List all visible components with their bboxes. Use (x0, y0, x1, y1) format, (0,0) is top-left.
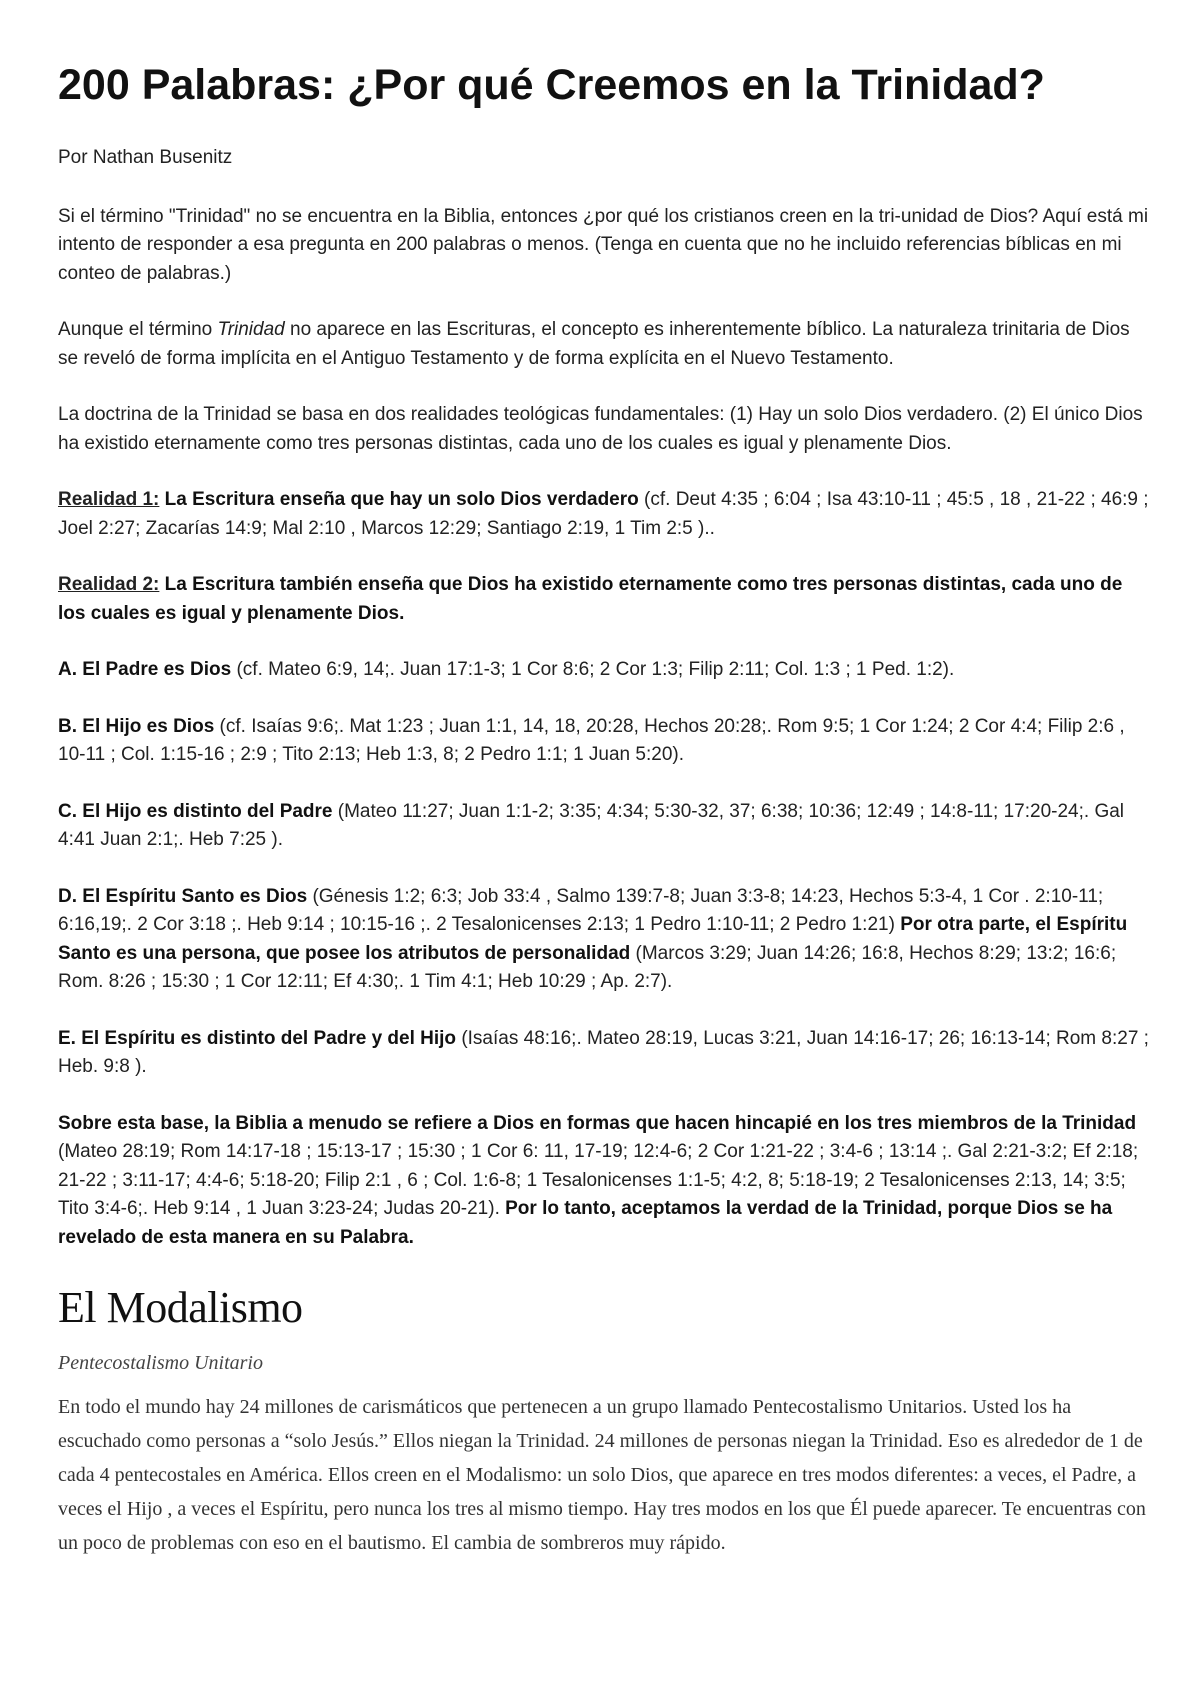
point-d-heading: D. El Espíritu Santo es Dios (58, 885, 308, 907)
point-b-refs: (cf. Isaías 9:6;. Mat 1:23 ; Juan 1:1, 14, 18, 20:28, Hechos 20:28;. Rom 9:5; 1 Cor 1:24; 2 Cor 4:4; Filip 2:6 , 10-11 ; Col. 1:15-16 ; 2:9 ; Tito 2:13; Heb 1:3, 8; 2 Pedro 1:1; 1 Juan 5:20). (58, 715, 1125, 765)
text-span: no aparece en las Escrituras, el concepto es inherentemente bíblico. La naturaleza trinitaria de Dios se reveló de forma implícita en el Antiguo Testamento y de forma explícita en el Nuevo Testamento. (58, 319, 1130, 369)
point-d-statement: Por otra parte, el Espíritu Santo es una persona, que posee los atributos de personalidad (58, 914, 1128, 964)
point-c-paragraph (58, 798, 1150, 855)
point-b-paragraph (58, 713, 1150, 770)
point-a-heading: A. El Padre es Dios (58, 659, 232, 680)
conclusion-refs: (Mateo 28:19; Rom 14:17-18 ; 15:13-17 ; 15:30 ; 1 Cor 6: 11, 17-19; 12:4-6; 2 Cor 1:21-22 ; 3:4-6 ; 13:14 ;. Gal 2:21-3:2; Ef 2:18; 21-22 ; 3:11-17; 4:4-6; 5:18-20; Filip 2:1 , 6 ; Col. 1:6-8; 1 Tesalonicenses 1:1-5; 4:2, 8; 5:18-19; 2 Tesalonicenses 2:13, 14; 3:5; Tito 3:4-6;. Heb 9:14 , 1 Juan 3:23-24; Judas 20-21). (58, 1141, 1139, 1219)
doctrine-paragraph: La doctrina de la Trinidad se basa en dos realidades teológicas fundamentales: (1) Hay un solo Dios verdadero. (2) El único Dios ha existido eternamente como tres personas distintas, cada uno de los cuales es igual y plenamente Dios. (58, 404, 1143, 454)
reality-2-label: Realidad 2: (58, 574, 160, 595)
point-a-paragraph (58, 656, 1150, 685)
conclusion-final: Por lo tanto, aceptamos la verdad de la Trinidad, porque Dios se ha revelado de esta manera en su Palabra. (58, 1198, 1113, 1248)
reality-2-paragraph (58, 571, 1150, 628)
byline: Por Nathan Busenitz (58, 147, 233, 168)
section-paragraph: En todo el mundo hay 24 millones de carismáticos que pertenecen a un grupo llamado Pentecostalismo Unitarios. Usted los ha escuchado como personas a “solo Jesús.” Ellos niegan la Trinidad. 24 millones de personas niegan la Trinidad. Eso es alrededor de 1 de cada 4 pentecostales en América. Ellos creen en el Modalismo: un solo Dios, que aparece en tres modos diferentes: a veces, el Padre, a veces el Hijo , a veces el Espíritu, pero nunca los tres al mismo tiempo. Hay tres modos en los que Él puede aparecer. Te encuentras con un poco de problemas con eso en el bautismo. El cambia de sombreros muy rápido. (58, 1396, 1146, 1554)
reality-1-paragraph (58, 486, 1150, 543)
section-body (58, 1346, 1150, 1560)
document-page (58, 56, 1150, 1568)
point-e-heading: E. El Espíritu es distinto del Padre y del Hijo (58, 1027, 457, 1049)
point-e-paragraph (58, 1025, 1150, 1082)
point-d-paragraph (58, 883, 1150, 997)
point-a-refs: (cf. Mateo 6:9, 14;. Juan 17:1-3; 1 Cor 8:6; 2 Cor 1:3; Filip 2:11; Col. 1:3 ; 1 Ped. 1:2). (231, 659, 955, 680)
article-title: 200 Palabras: ¿Por qué Creemos en la Trinidad? (58, 61, 1045, 109)
intro-paragraph: Si el término "Trinidad" no se encuentra en la Biblia, entonces ¿por qué los cristianos creen en la tri-unidad de Dios? Aquí está mi intento de responder a esa pregunta en 200 palabras o menos. (Tenga en cuenta que no he incluido referencias bíblicas en mi conteo de palabras.) (58, 205, 1149, 284)
conclusion-statement: Sobre esta base, la Biblia a menudo se refiere a Dios en formas que hacen hincapié en los tres miembros de la Trinidad (58, 1112, 1137, 1134)
reality-1-label: Realidad 1: (58, 489, 160, 510)
concept-paragraph (58, 316, 1150, 373)
reality-2-statement: La Escritura también enseña que Dios ha existido eternamente como tres personas distintas, cada uno de los cuales es igual y plenamente Dios. (58, 574, 1123, 624)
section-heading: El Modalismo (58, 1283, 303, 1332)
reality-1-statement: La Escritura enseña que hay un solo Dios verdadero (159, 489, 639, 510)
point-b-heading: B. El Hijo es Dios (58, 715, 215, 737)
text-span: Aunque el término (58, 319, 218, 340)
italic-term: Trinidad (217, 319, 285, 340)
point-d-refs-2: (Marcos 3:29; Juan 14:26; 16:8, Hechos 8:29; 13:2; 16:6; Rom. 8:26 ; 15:30 ; 1 Cor 12:11; Ef 4:30;. 1 Tim 4:1; Heb 10:29 ; Ap. 2:7). (58, 942, 1117, 992)
point-d-refs: (Génesis 1:2; 6:3; Job 33:4 , Salmo 139:7-8; Juan 3:3-8; 14:23, Hechos 5:3-4, 1 Cor . 2:10-11; 6:16,19;. 2 Cor 3:18 ;. Heb 9:14 ; 10:15-16 ;. 2 Tesalonicenses 2:13; 1 Pedro 1:10-11; 2 Pedro 1:21) (58, 885, 1104, 935)
article-body (58, 144, 1150, 1252)
reality-1-refs: (cf. Deut 4:35 ; 6:04 ; Isa 43:10-11 ; 45:5 , 18 , 21-22 ; 46:9 ; Joel 2:27; Zacarías 14:9; Mal 2:10 , Marcos 12:29; Santiago 2:19, 1 Tim 2:5 ).. (58, 489, 1149, 539)
point-c-refs: (Mateo 11:27; Juan 1:1-2; 3:35; 4:34; 5:30-32, 37; 6:38; 10:36; 12:49 ; 14:8-11; 17:20-24;. Gal 4:41 Juan 2:1;. Heb 7:25 ). (58, 800, 1125, 850)
section-subheading: Pentecostalismo Unitario (58, 1352, 263, 1374)
point-e-refs: (Isaías 48:16;. Mateo 28:19, Lucas 3:21, Juan 14:16-17; 26; 16:13-14; Rom 8:27 ; Heb. 9:8 ). (58, 1027, 1149, 1077)
point-c-heading: C. El Hijo es distinto del Padre (58, 800, 333, 822)
conclusion-paragraph (58, 1110, 1150, 1253)
